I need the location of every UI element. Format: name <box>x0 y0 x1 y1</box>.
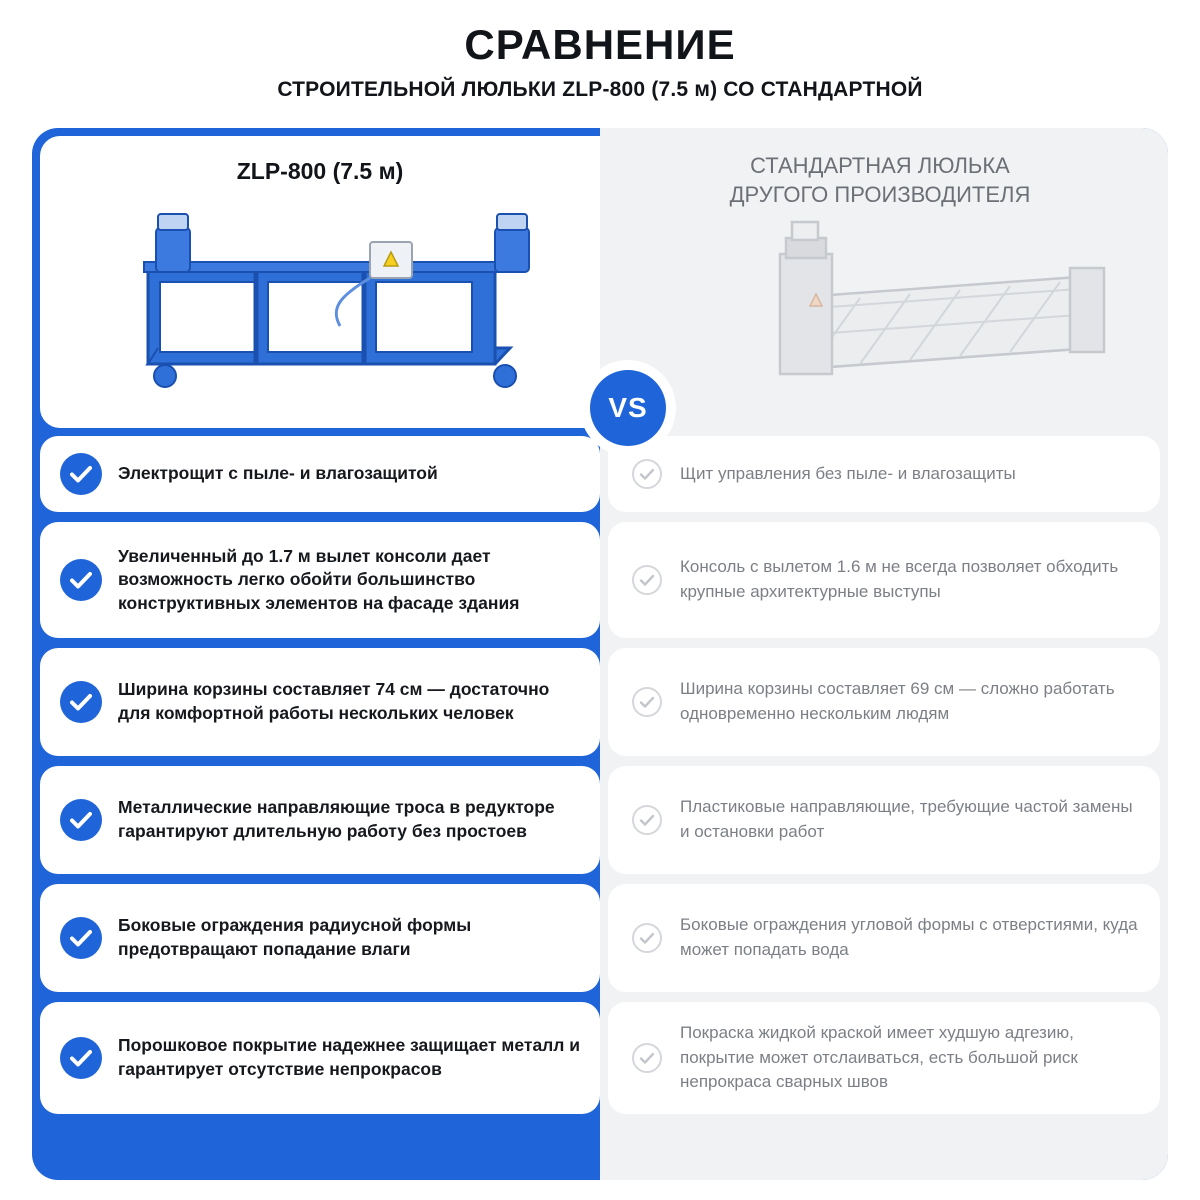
standard-cradle-grey-image <box>600 198 1160 418</box>
check-icon <box>60 559 102 601</box>
row-right-text: Боковые ограждения угловой формы с отверстиями, куда может попадать вода <box>680 915 1138 959</box>
hero-left <box>40 136 600 428</box>
row-left-cell <box>40 436 600 512</box>
row-left-text: Электрощит с пыле- и влагозащитой <box>118 463 438 484</box>
comparison-row <box>32 884 1168 992</box>
row-right-cell <box>608 522 1160 638</box>
row-left-cell <box>40 884 600 992</box>
header <box>0 0 1200 102</box>
row-right-cell <box>608 1002 1160 1114</box>
hero-right-title-line2: ДРУГОГО ПРОИЗВОДИТЕЛЯ <box>729 181 1031 207</box>
check-grey-icon <box>632 923 662 953</box>
comparison-row <box>32 648 1168 756</box>
check-icon <box>60 799 102 841</box>
row-left-text: Увеличенный до 1.7 м вылет консоли дает возможность легко обойти большинство конструктивных элементов на фасаде здания <box>118 545 520 613</box>
check-icon <box>60 1037 102 1079</box>
row-right-cell <box>608 648 1160 756</box>
row-left-cell <box>40 766 600 874</box>
row-left-text: Ширина корзины составляет 74 см — достаточно для комфортной работы нескольких человек <box>118 679 550 723</box>
comparison-row <box>32 766 1168 874</box>
row-right-cell <box>608 436 1160 512</box>
row-right-text: Консоль с вылетом 1.6 м не всегда позволяет обходить крупные архитектурные выступы <box>680 557 1119 601</box>
row-right-text: Щит управления без пыле- и влагозащиты <box>680 463 1016 483</box>
row-right-cell <box>608 766 1160 874</box>
row-left-text: Металлические направляющие троса в редукторе гарантируют длительную работу без простоев <box>118 797 555 841</box>
comparison-row <box>32 522 1168 638</box>
check-icon <box>60 917 102 959</box>
check-grey-icon <box>632 1043 662 1073</box>
check-grey-icon <box>632 459 662 489</box>
vs-label: VS <box>590 370 666 446</box>
vs-badge <box>580 360 676 456</box>
row-right-cell <box>608 884 1160 992</box>
check-grey-icon <box>632 805 662 835</box>
row-right-text: Ширина корзины составляет 69 см — сложно работать одновременно нескольким людям <box>680 679 1115 723</box>
comparison-frame <box>32 128 1168 1180</box>
row-left-cell <box>40 1002 600 1114</box>
zlp-800-cradle-blue-image <box>40 198 600 418</box>
hero-left-title: ZLP-800 (7.5 м) <box>236 158 404 184</box>
check-grey-icon <box>632 565 662 595</box>
hero-right-title-line1: СТАНДАРТНАЯ ЛЮЛЬКА <box>750 153 1010 178</box>
page-title: СРАВНЕНИЕ <box>464 21 736 68</box>
check-grey-icon <box>632 687 662 717</box>
check-icon <box>60 681 102 723</box>
hero-right <box>600 136 1160 428</box>
comparison-row <box>32 1002 1168 1114</box>
row-left-cell <box>40 522 600 638</box>
page-subtitle: СТРОИТЕЛЬНОЙ ЛЮЛЬКИ ZLP-800 (7.5 м) СО СТАНДАРТНОЙ <box>277 78 923 102</box>
row-left-text: Боковые ограждения радиусной формы предотвращают попадание влаги <box>118 915 472 959</box>
comparison-rows <box>32 436 1168 1124</box>
check-icon <box>60 453 102 495</box>
row-left-text: Порошковое покрытие надежнее защищает металл и гарантирует отсутствие непрокрасов <box>118 1035 581 1079</box>
row-left-cell <box>40 648 600 756</box>
row-right-text: Пластиковые направляющие, требующие частой замены и остановки работ <box>680 797 1133 841</box>
row-right-text: Покраска жидкой краской имеет худшую адгезию, покрытие может отслаиваться, есть большой риск непрокраса сварных швов <box>680 1023 1078 1092</box>
